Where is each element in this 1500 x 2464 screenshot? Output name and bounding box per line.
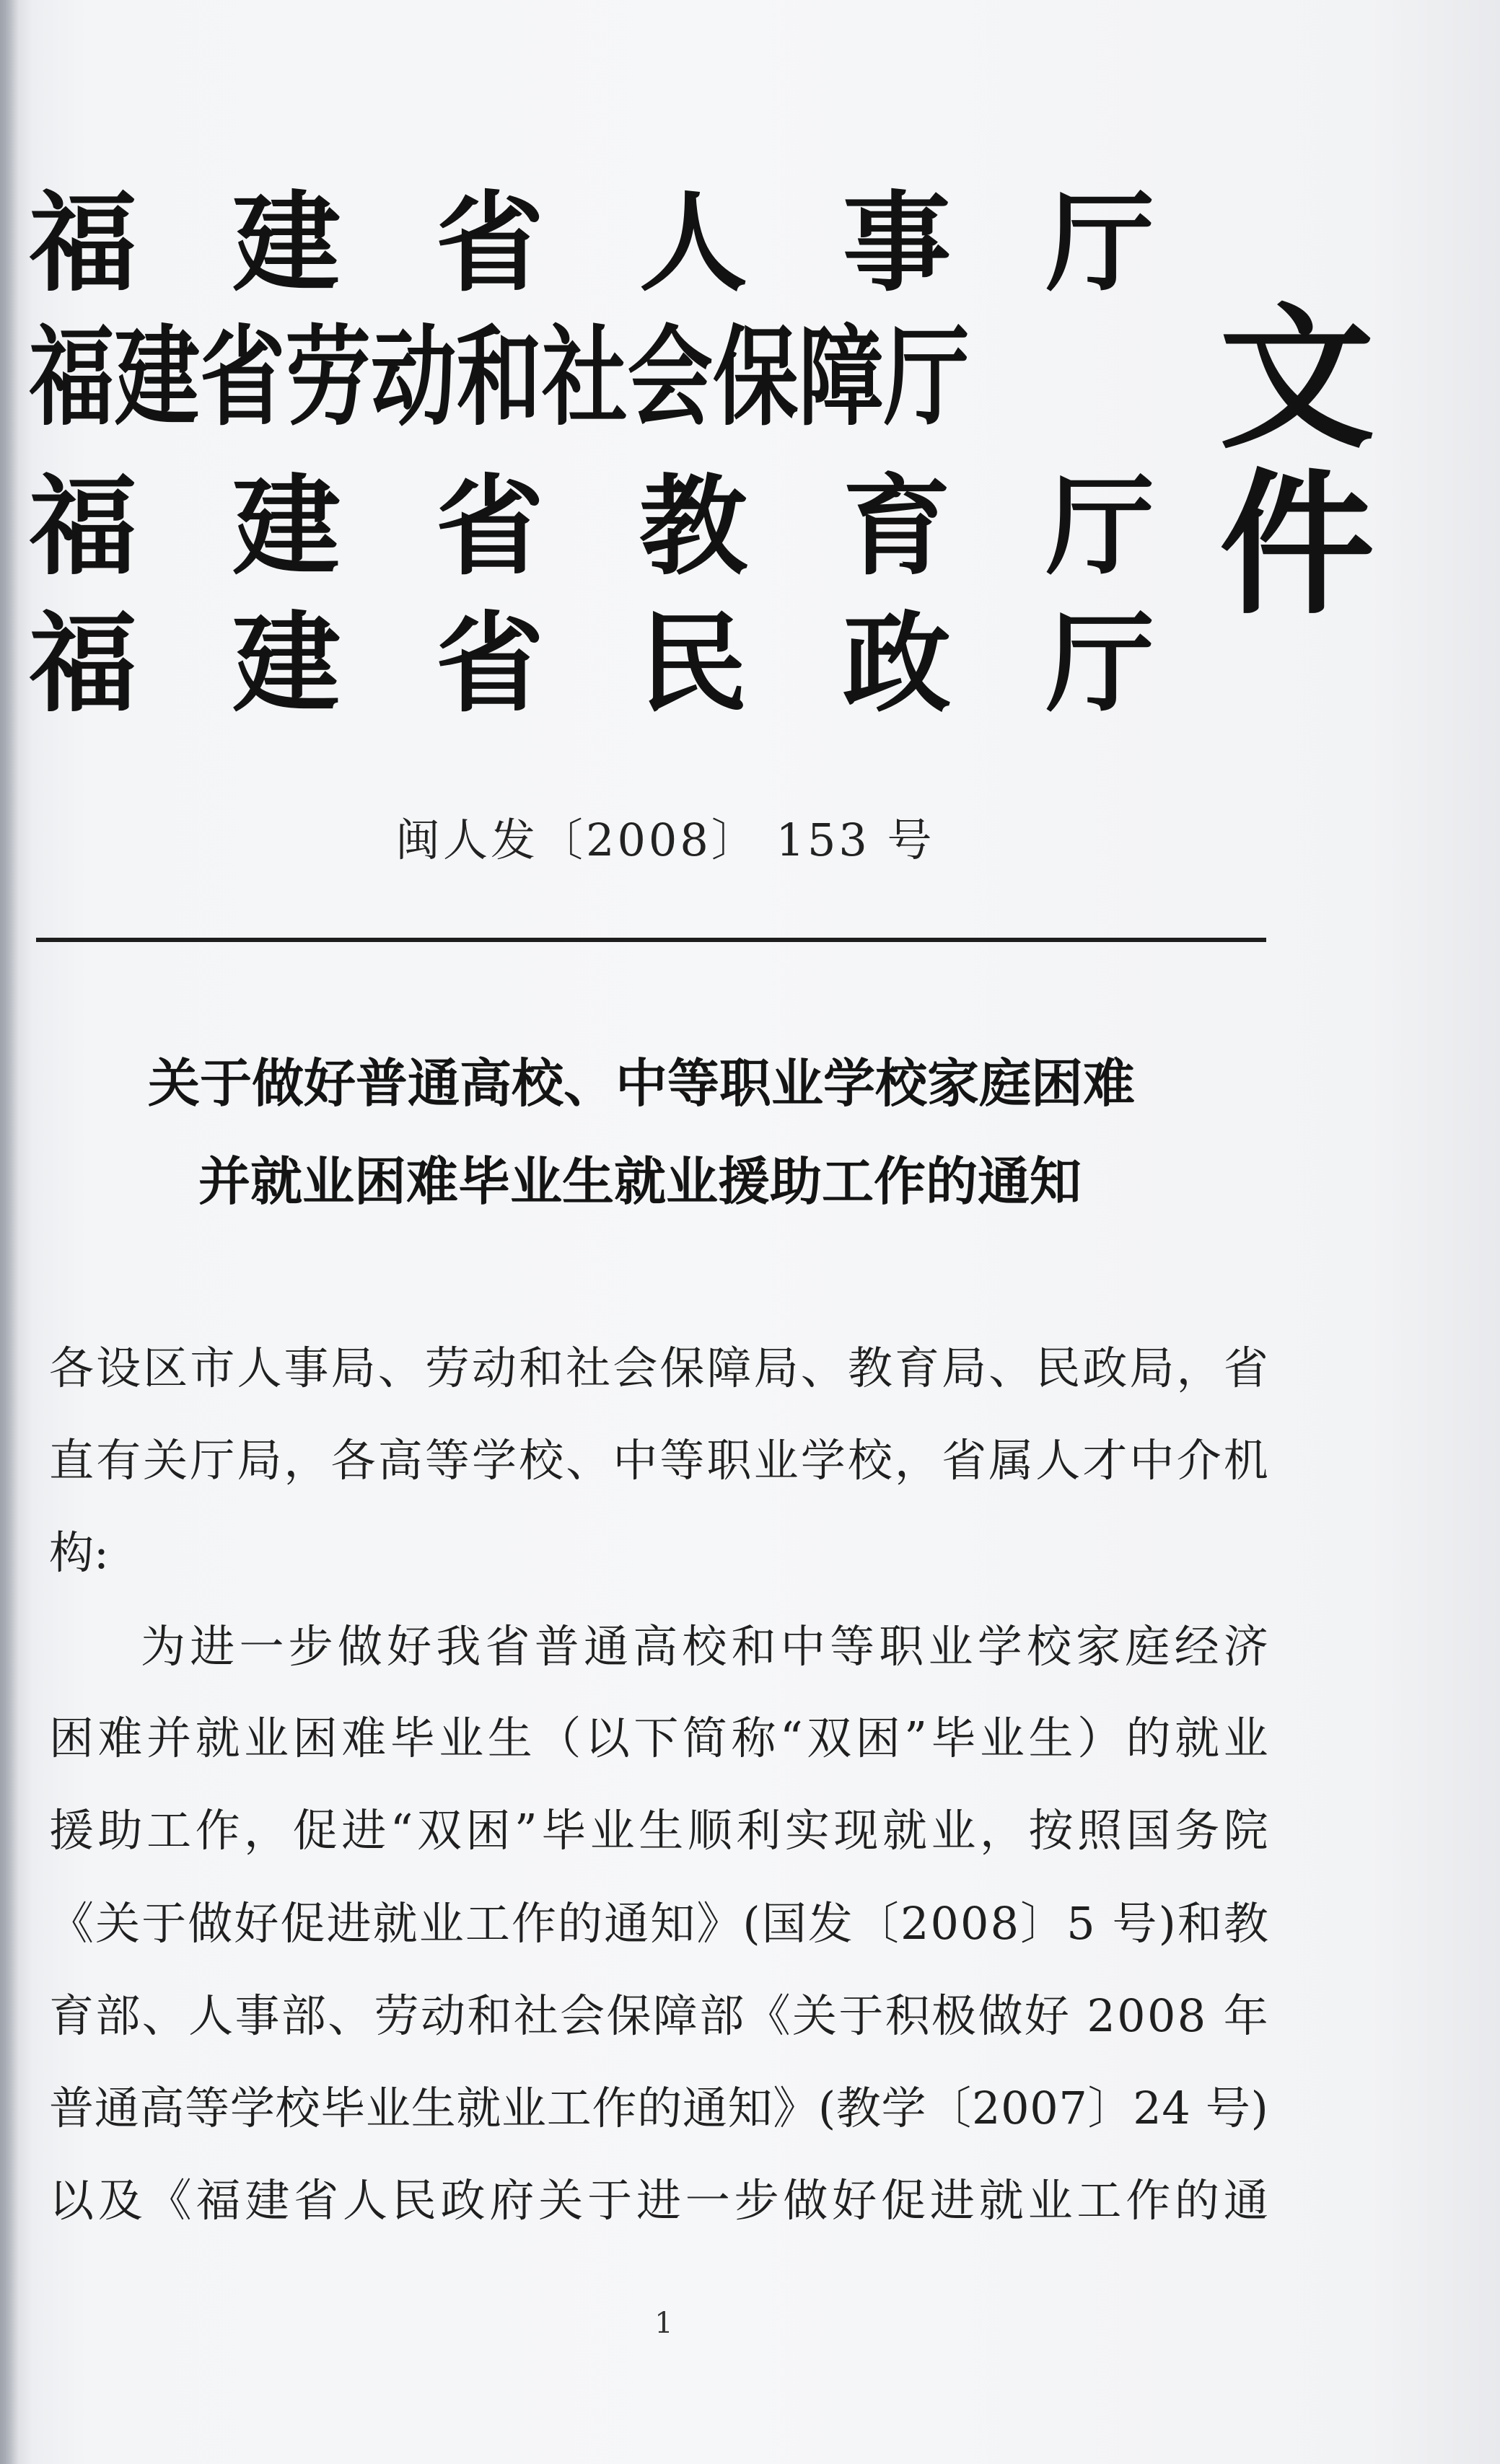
glyph (1097, 1898, 1111, 1949)
glyph: 福 (29, 180, 138, 307)
glyph: 和 (519, 1342, 564, 1394)
glyph: 好 (234, 1897, 279, 1950)
glyph: 做 (188, 1897, 233, 1950)
glyph: 、 (141, 1989, 187, 2042)
glyph: 促 (292, 1804, 338, 1857)
glyph: 工 (1076, 2174, 1122, 2227)
glyph: 等 (424, 1434, 470, 1487)
glyph: ” (904, 1712, 927, 1764)
glyph: 动 (471, 1342, 517, 1394)
glyph: 困 (49, 1712, 95, 1764)
glyph: 学 (229, 2082, 275, 2134)
glyph: 职 (706, 1434, 752, 1487)
glyph: 建 (232, 463, 341, 590)
document-number: 闽人发〔2008〕 153 号 (395, 814, 935, 866)
glyph: 等 (185, 2082, 230, 2134)
glyph: 称 (731, 1712, 776, 1764)
glyph: 好 (387, 1620, 432, 1673)
glyph: 人 (1035, 1434, 1081, 1487)
glyph: 0 (960, 1897, 989, 1950)
glyph: 事 (284, 1342, 329, 1394)
glyph: 高 (377, 1434, 423, 1487)
glyph: 〕 (1087, 2082, 1133, 2134)
glyph: 业 (244, 1712, 289, 1764)
glyph: 省 (485, 1620, 530, 1673)
glyph: 学 (977, 1620, 1022, 1673)
red-header-rule (36, 938, 1266, 942)
glyph: 、 (566, 1434, 611, 1487)
glyph: 于 (838, 1989, 884, 2042)
glyph: 业 (1027, 2174, 1073, 2227)
glyph: 育 (49, 1989, 95, 2042)
glyph: 按 (1028, 1804, 1074, 1857)
glyph: 的 (1175, 2174, 1220, 2227)
glyph: 局 (942, 1342, 987, 1394)
glyph: 各 (330, 1434, 376, 1487)
glyph: 》 (773, 2082, 818, 2134)
glyph: 局 (753, 1342, 799, 1394)
glyph: 院 (1223, 1804, 1268, 1857)
glyph: 教 (1223, 1897, 1268, 1950)
glyph: 校 (847, 1434, 892, 1487)
glyph: 工 (465, 1897, 510, 1950)
glyph: 号 (1112, 1897, 1157, 1950)
body-line-3: 构: (49, 1526, 109, 1579)
glyph: 济 (1223, 1620, 1268, 1673)
glyph: 校 (682, 1620, 727, 1673)
glyph: 作 (592, 2082, 637, 2134)
glyph (1191, 2083, 1206, 2134)
glyph: 省 (435, 600, 544, 727)
glyph: ) (1158, 1897, 1176, 1950)
glyph: 业 (365, 2082, 411, 2134)
glyph: 社 (566, 1342, 611, 1394)
glyph: 民 (639, 600, 747, 727)
glyph: 难 (97, 1712, 143, 1764)
glyph: 、 (988, 1342, 1034, 1394)
glyph: 0 (1001, 2082, 1030, 2134)
glyph: 会 (560, 1989, 605, 2042)
glyph: ， (284, 1434, 329, 1487)
glyph: 业 (928, 1620, 973, 1673)
body-line-6 (49, 1805, 1268, 1856)
glyph: 中 (1129, 1434, 1175, 1487)
glyph: 市 (190, 1342, 235, 1394)
glyph: 福 (29, 600, 138, 727)
glyph: 业 (501, 2082, 547, 2134)
glyph: 通 (94, 2082, 139, 2134)
glyph: 双 (807, 1712, 852, 1764)
agency-line-2 (29, 314, 1154, 441)
glyph: ” (514, 1804, 538, 1857)
glyph: 等 (659, 1434, 705, 1487)
body-line-2 (49, 1435, 1268, 1486)
glyph: 事 (234, 1989, 280, 2042)
glyph: 业 (980, 1712, 1025, 1764)
glyph (1208, 1991, 1222, 2041)
glyph: 、 (328, 1989, 373, 2042)
body-line-4 (141, 1622, 1268, 1672)
glyph: 厅 (190, 1434, 235, 1487)
glyph: 部 (95, 1989, 141, 2042)
glyph: 动 (421, 1989, 466, 2042)
glyph: 作 (195, 1804, 240, 1857)
glyph: 做 (783, 2174, 828, 2227)
glyph: 教 (847, 1342, 892, 1394)
glyph: 有 (96, 1434, 141, 1487)
glyph: 业 (931, 1804, 976, 1857)
agency-line-4 (29, 600, 1154, 727)
glyph: 局 (237, 1434, 282, 1487)
glyph: 就 (882, 1804, 927, 1857)
glyph: 设 (96, 1342, 141, 1394)
glyph: 业 (439, 1712, 484, 1764)
glyph: 教 (835, 2082, 881, 2134)
glyph: 通 (682, 2082, 727, 2134)
glyph: 工 (546, 2082, 592, 2134)
glyph: 民 (1035, 1342, 1081, 1394)
glyph: ， (244, 1804, 289, 1857)
glyph: 作 (511, 1897, 556, 1950)
glyph: 好 (1024, 1989, 1069, 2042)
glyph: 中 (613, 1434, 658, 1487)
glyph: 省 (942, 1434, 987, 1487)
glyph: 庭 (1125, 1620, 1170, 1673)
glyph: 就 (978, 2174, 1024, 2227)
glyph: 省 (435, 463, 544, 590)
glyph: 福 (29, 463, 138, 590)
glyph: 下 (633, 1712, 679, 1764)
glyph: 务 (1175, 1804, 1220, 1857)
glyph: 毕 (931, 1712, 976, 1764)
body-line-1 (49, 1343, 1268, 1394)
body-line-7 (49, 1898, 1268, 1949)
glyph: 一 (685, 2174, 730, 2227)
glyph: 积 (885, 1989, 930, 2042)
glyph: 厅 (1045, 600, 1154, 727)
glyph: 关 (792, 1989, 838, 2042)
glyph: 4 (1162, 2082, 1190, 2134)
glyph: 高 (139, 2082, 185, 2134)
glyph: 中 (780, 1620, 825, 1673)
glyph: 的 (1126, 1712, 1171, 1764)
page-number: 1 (654, 2307, 673, 2340)
glyph: 等 (830, 1620, 875, 1673)
glyph: 困 (292, 1712, 338, 1764)
glyph: 各 (49, 1342, 95, 1394)
glyph: 年 (1223, 1989, 1268, 2042)
glyph: 双 (416, 1804, 462, 1857)
glyph: 〔 (926, 2082, 972, 2134)
glyph: 于 (587, 2174, 633, 2227)
glyph: 〔 (854, 1897, 899, 1950)
glyph: 并 (146, 1712, 192, 1764)
glyph: 为 (141, 1620, 186, 1673)
glyph: 生 (487, 1712, 532, 1764)
glyph: 0 (930, 1897, 959, 1950)
glyph: 2 (900, 1897, 929, 1950)
glyph: 属 (988, 1434, 1034, 1487)
glyph: 局 (1129, 1342, 1175, 1394)
glyph: 普 (534, 1620, 579, 1673)
glyph: 业 (589, 1804, 635, 1857)
glyph: 通 (1223, 2174, 1268, 2227)
glyph: ， (980, 1804, 1025, 1857)
glyph: 进 (190, 1620, 235, 1673)
glyph: 经 (1174, 1620, 1219, 1673)
glyph: 部 (281, 1989, 326, 2042)
glyph: 《 (49, 1897, 95, 1950)
glyph: 于 (141, 1897, 187, 1950)
glyph: 知 (727, 2082, 773, 2134)
body-line-9 (49, 2083, 1268, 2134)
glyph: 生 (1028, 1712, 1074, 1764)
glyph: 《 (745, 1989, 791, 2042)
agency-line-2-text: 福建省劳动和社会保障厅 (29, 314, 970, 441)
scan-edge-shadow (0, 0, 19, 2464)
glyph: 政 (842, 600, 951, 727)
glyph: 国 (761, 1897, 807, 1950)
glyph: 政 (1082, 1342, 1128, 1394)
glyph: 以 (584, 1712, 630, 1764)
glyph: 建 (245, 2174, 290, 2227)
glyph: 建 (232, 180, 341, 307)
glyph: 5 (1066, 1897, 1095, 1950)
glyph: 促 (881, 2174, 926, 2227)
body-line-8 (49, 1991, 1268, 2041)
glyph: 的 (637, 2082, 683, 2134)
glyph: 会 (613, 1342, 658, 1394)
glyph: 步 (288, 1620, 333, 1673)
glyph: 就 (195, 1712, 240, 1764)
glyph: 育 (894, 1342, 939, 1394)
glyph: 和 (731, 1620, 776, 1673)
glyph: 建 (232, 600, 341, 727)
glyph: 做 (337, 1620, 382, 1673)
glyph: （ (536, 1712, 582, 1764)
glyph: 福 (196, 2174, 241, 2227)
body-line-10 (49, 2175, 1268, 2226)
glyph: 学 (800, 1434, 846, 1487)
glyph: 关 (538, 2174, 584, 2227)
glyph: 2 (1133, 2082, 1162, 2134)
glyph: ( (817, 2082, 836, 2134)
glyph: 关 (143, 1434, 188, 1487)
glyph: 知 (650, 1897, 696, 1950)
glyph: 照 (1077, 1804, 1123, 1857)
glyph: 毕 (541, 1804, 587, 1857)
glyph: 进 (636, 2174, 681, 2227)
glyph: 校 (519, 1434, 564, 1487)
glyph: 劳 (374, 1989, 419, 2042)
glyph: 通 (604, 1897, 649, 1950)
glyph: 厅 (1045, 180, 1154, 307)
glyph: 的 (558, 1897, 603, 1950)
glyph: 以 (49, 2174, 95, 2227)
glyph: 人 (342, 2174, 387, 2227)
glyph: 毕 (320, 2082, 366, 2134)
glyph: 民 (391, 2174, 437, 2227)
glyph: 极 (931, 1989, 977, 2042)
glyph: 关 (95, 1897, 141, 1950)
glyph: 生 (411, 2082, 456, 2134)
body-line-5 (49, 1713, 1268, 1764)
glyph: 0 (1030, 2082, 1058, 2134)
notice-title-line-1: 关于做好普通高校、中等职业学校家庭困难 (148, 1053, 1136, 1114)
glyph: 0 (1146, 1989, 1176, 2042)
glyph: 我 (436, 1620, 481, 1673)
glyph: 困 (855, 1712, 900, 1764)
glyph: ) (1250, 2082, 1268, 2134)
glyph: 作 (1126, 2174, 1171, 2227)
glyph: 》 (696, 1897, 742, 1950)
glyph: 〕 (1020, 1897, 1066, 1950)
glyph: 政 (440, 2174, 486, 2227)
glyph: 步 (734, 2174, 779, 2227)
glyph: 社 (513, 1989, 558, 2042)
glyph: 普 (49, 2082, 95, 2134)
glyph: 局 (330, 1342, 376, 1394)
glyph: 高 (633, 1620, 678, 1673)
glyph: ， (1176, 1342, 1222, 1394)
glyph: 学 (881, 2082, 926, 2134)
glyph: 进 (929, 2174, 975, 2227)
glyph: 利 (736, 1804, 781, 1857)
glyph: 简 (682, 1712, 727, 1764)
glyph: 8 (990, 1897, 1019, 1950)
glyph: 厅 (1045, 463, 1154, 590)
glyph: 8 (1177, 1989, 1206, 2042)
glyph: 《 (146, 2174, 192, 2227)
glyph: 校 (275, 2082, 320, 2134)
glyph: 和 (1177, 1897, 1222, 1950)
glyph: 就 (1175, 1712, 1220, 1764)
glyph: 进 (326, 1897, 372, 1950)
glyph: 7 (1058, 2082, 1087, 2134)
glyph: 促 (280, 1897, 325, 1950)
glyph: 进 (341, 1804, 387, 1857)
glyph: 0 (1117, 1989, 1146, 2042)
glyph: 省 (1223, 1342, 1268, 1394)
glyph: 发 (807, 1897, 853, 1950)
glyph: 业 (418, 1897, 464, 1950)
glyph: 一 (239, 1620, 284, 1673)
glyph: ， (894, 1434, 939, 1487)
glyph: 才 (1082, 1434, 1128, 1487)
glyph: 事 (842, 180, 951, 307)
glyph: 毕 (390, 1712, 435, 1764)
glyph: 生 (639, 1804, 684, 1857)
glyph: 校 (1026, 1620, 1071, 1673)
glyph: 职 (879, 1620, 924, 1673)
glyph: 区 (143, 1342, 188, 1394)
glyph: 援 (49, 1804, 95, 1857)
glyph: 及 (97, 2174, 143, 2227)
glyph: 、 (377, 1342, 423, 1394)
glyph: 人 (639, 180, 747, 307)
glyph: 学 (471, 1434, 517, 1487)
agency-line-3 (29, 463, 1154, 590)
glyph: 顺 (687, 1804, 732, 1857)
glyph: 难 (341, 1712, 387, 1764)
glyph: 劳 (424, 1342, 470, 1394)
glyph: 号 (1205, 2082, 1250, 2134)
glyph: 2 (1087, 1989, 1115, 2042)
notice-title-line-2: 并就业困难毕业生就业援助工作的通知 (198, 1151, 1082, 1212)
glyph: ( (742, 1897, 760, 1950)
glyph: 就 (456, 2082, 501, 2134)
glyph: 困 (465, 1804, 511, 1857)
glyph: 直 (49, 1434, 95, 1487)
glyph: 保 (606, 1989, 652, 2042)
glyph: “ (779, 1712, 803, 1764)
glyph: “ (390, 1804, 413, 1857)
glyph: 人 (188, 1989, 234, 2042)
glyph: 国 (1126, 1804, 1171, 1857)
glyph: 、 (800, 1342, 846, 1394)
glyph: 机 (1223, 1434, 1268, 1487)
glyph: 现 (833, 1804, 879, 1857)
glyph: 实 (784, 1804, 830, 1857)
glyph: 好 (832, 2174, 877, 2227)
glyph: 2 (971, 2082, 1001, 2134)
agency-line-1 (29, 180, 1154, 307)
glyph: 家 (1076, 1620, 1121, 1673)
glyph: 障 (706, 1342, 752, 1394)
glyph: 保 (659, 1342, 705, 1394)
glyph: 做 (978, 1989, 1023, 2042)
glyph: ） (1077, 1712, 1123, 1764)
glyph: 省 (435, 180, 544, 307)
glyph: 助 (97, 1804, 143, 1857)
glyph: 和 (467, 1989, 512, 2042)
glyph: 府 (489, 2174, 535, 2227)
glyph: 业 (1223, 1712, 1268, 1764)
glyph: 障 (652, 1989, 698, 2042)
glyph: 教 (639, 463, 747, 590)
glyph: 人 (237, 1342, 282, 1394)
glyph: 部 (699, 1989, 745, 2042)
glyph: 业 (753, 1434, 799, 1487)
glyph: 工 (146, 1804, 192, 1857)
glyph: 介 (1176, 1434, 1222, 1487)
glyph: 通 (583, 1620, 628, 1673)
document-mark: 文件 (1219, 287, 1374, 635)
glyph: 育 (842, 463, 951, 590)
glyph: 省 (294, 2174, 339, 2227)
glyph: 就 (372, 1897, 418, 1950)
glyph (1071, 1991, 1085, 2041)
